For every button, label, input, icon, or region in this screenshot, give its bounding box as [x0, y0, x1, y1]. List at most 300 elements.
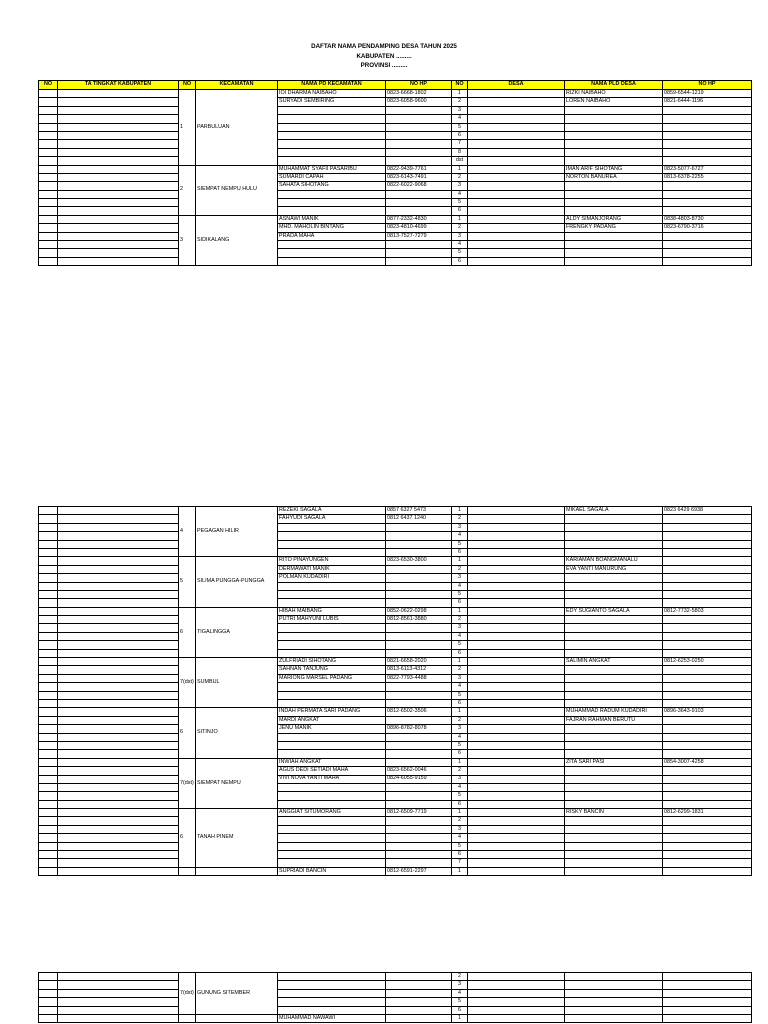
desa-name [468, 607, 565, 615]
desa-no: 3 [452, 624, 468, 632]
desa-name [468, 998, 565, 1006]
desa-name [468, 733, 565, 741]
pd-phone [386, 115, 452, 123]
pld-desa-name: NORTON BANUREA [565, 173, 663, 181]
desa-name [468, 115, 565, 123]
ta-name-cell [58, 90, 179, 98]
desa-no: 5 [452, 199, 468, 207]
ta-name-cell [58, 173, 179, 181]
desa-name [468, 817, 565, 825]
pd-phone [386, 590, 452, 598]
ta-no-cell [39, 973, 58, 981]
pd-kecamatan-name: RITO PINAYUNGEN [278, 557, 386, 565]
table-row [39, 157, 752, 165]
ta-name-cell [58, 624, 179, 632]
pld-desa-name [565, 515, 663, 523]
pd-kecamatan-name [278, 641, 386, 649]
desa-no: 3 [452, 182, 468, 190]
ta-name-cell [58, 867, 179, 875]
pd-kecamatan-name [278, 859, 386, 867]
ta-no-cell [39, 157, 58, 165]
ta-no-cell [39, 981, 58, 989]
desa-no: 7 [452, 140, 468, 148]
ta-no-cell [39, 683, 58, 691]
desa-name [468, 207, 565, 215]
ta-name-cell [58, 123, 179, 131]
pd-phone [386, 783, 452, 791]
pld-desa-name [565, 641, 663, 649]
pd-phone [386, 981, 452, 989]
desa-name [468, 775, 565, 783]
pld-phone [663, 775, 752, 783]
pld-phone [663, 632, 752, 640]
desa-no: 5 [452, 540, 468, 548]
pld-desa-name: EVA YANTI MANURUNG [565, 565, 663, 573]
pld-desa-name [565, 973, 663, 981]
desa-no: 1 [452, 90, 468, 98]
pd-kecamatan-name [278, 851, 386, 859]
table-row [39, 1014, 752, 1022]
ta-no-cell [39, 182, 58, 190]
table-row [39, 674, 752, 682]
ta-name-cell [58, 548, 179, 556]
table-row [39, 190, 752, 198]
kecamatan-no: 4 [179, 507, 196, 557]
pld-desa-name [565, 649, 663, 657]
pld-phone [663, 148, 752, 156]
pld-desa-name: RISKY BANCIN [565, 809, 663, 817]
pld-desa-name [565, 683, 663, 691]
pd-kecamatan-name [278, 131, 386, 139]
ta-no-cell [39, 590, 58, 598]
desa-no: 6 [452, 1006, 468, 1014]
ta-no-cell [39, 565, 58, 573]
desa-name [468, 641, 565, 649]
pd-kecamatan-name [278, 590, 386, 598]
ta-no-cell [39, 825, 58, 833]
pld-desa-name [565, 699, 663, 707]
ta-no-cell [39, 834, 58, 842]
ta-name-cell [58, 758, 179, 766]
pd-kecamatan-name: POLMAN KUDADIRI [278, 574, 386, 582]
pld-phone [663, 232, 752, 240]
desa-name [468, 716, 565, 724]
table-section-2 [38, 506, 752, 876]
table-row [39, 574, 752, 582]
pd-kecamatan-name: ANGGIAT SITUMORANG [278, 809, 386, 817]
ta-name-cell [58, 658, 179, 666]
table-section-1 [38, 80, 752, 266]
ta-no-cell [39, 1014, 58, 1022]
kecamatan-name: TANAH PINEM [196, 809, 278, 868]
pd-kecamatan-name: JENU MANIK [278, 725, 386, 733]
desa-name [468, 725, 565, 733]
pd-kecamatan-name: ASNAWI MANIK [278, 215, 386, 223]
ta-name-cell [58, 241, 179, 249]
ta-name-cell [58, 148, 179, 156]
pd-kecamatan-name [278, 825, 386, 833]
kecamatan-no [179, 867, 196, 875]
desa-no: 1 [452, 165, 468, 173]
pld-phone [663, 666, 752, 674]
pd-kecamatan-name [278, 817, 386, 825]
ta-name-cell [58, 190, 179, 198]
desa-name [468, 649, 565, 657]
pd-kecamatan-name [278, 624, 386, 632]
ta-no-cell [39, 515, 58, 523]
pld-desa-name: MUHAMMAD RADUM KUDADIRI [565, 708, 663, 716]
desa-name [468, 532, 565, 540]
table-row [39, 998, 752, 1006]
pld-desa-name [565, 190, 663, 198]
desa-no: 6 [452, 131, 468, 139]
desa-no: 1 [452, 758, 468, 766]
pd-phone [386, 241, 452, 249]
ta-name-cell [58, 834, 179, 842]
pd-kecamatan-name [278, 981, 386, 989]
pld-phone [663, 825, 752, 833]
pld-desa-name [565, 767, 663, 775]
ta-no-cell [39, 131, 58, 139]
pld-desa-name [565, 792, 663, 800]
desa-no: 3 [452, 574, 468, 582]
table-row [39, 616, 752, 624]
desa-name [468, 750, 565, 758]
pd-kecamatan-name: SAHATA SIHOTANG [278, 182, 386, 190]
pd-phone [386, 207, 452, 215]
pd-kecamatan-name: FAHYUDI SAGALA [278, 515, 386, 523]
kecamatan-name: SIEMPAT NEMPU HULU [196, 165, 278, 215]
pld-desa-name: ZITA SARI PASI [565, 758, 663, 766]
ta-name-cell [58, 783, 179, 791]
pd-phone [386, 792, 452, 800]
ta-no-cell [39, 123, 58, 131]
ta-no-cell [39, 532, 58, 540]
desa-name [468, 523, 565, 531]
pd-phone [386, 998, 452, 1006]
ta-no-cell [39, 750, 58, 758]
pld-desa-name: IMAN ARIF SIHOTANG [565, 165, 663, 173]
kecamatan-no [179, 1014, 196, 1022]
table-row [39, 199, 752, 207]
table-row [39, 515, 752, 523]
pld-desa-name [565, 741, 663, 749]
ta-no-cell [39, 817, 58, 825]
pd-kecamatan-name [278, 800, 386, 808]
desa-no: 1 [452, 809, 468, 817]
pld-desa-name [565, 249, 663, 257]
desa-no: 3 [452, 775, 468, 783]
pd-phone [386, 199, 452, 207]
pd-phone [386, 825, 452, 833]
table-row [39, 741, 752, 749]
pd-phone: 0822-7793-4488 [386, 674, 452, 682]
ta-name-cell [58, 767, 179, 775]
table-row [39, 148, 752, 156]
pld-desa-name [565, 232, 663, 240]
pld-phone [663, 851, 752, 859]
pd-phone [386, 624, 452, 632]
title-line-1: DAFTAR NAMA PENDAMPING DESA TAHUN 2025 [311, 43, 457, 50]
pld-phone [663, 557, 752, 565]
desa-name [468, 590, 565, 598]
table-row [39, 809, 752, 817]
ta-name-cell [58, 557, 179, 565]
pd-phone [386, 973, 452, 981]
pld-phone [663, 859, 752, 867]
ta-name-cell [58, 98, 179, 106]
ta-no-cell [39, 257, 58, 265]
pld-phone [663, 683, 752, 691]
pd-phone [386, 834, 452, 842]
kecamatan-no: 6 [179, 809, 196, 868]
ta-name-cell [58, 842, 179, 850]
desa-name [468, 616, 565, 624]
pd-kecamatan-name: REZEKI SAGALA [278, 507, 386, 515]
pld-phone: 0813-6378-2255 [663, 173, 752, 181]
ta-name-cell [58, 809, 179, 817]
pld-phone [663, 574, 752, 582]
ta-name-cell [58, 199, 179, 207]
kecamatan-name: SIEMPAT NEMPU [196, 758, 278, 808]
pd-phone [386, 523, 452, 531]
table-row [39, 106, 752, 114]
pd-kecamatan-name: INDAH PERMATA SARI PADANG [278, 708, 386, 716]
pd-kecamatan-name: IOI DHARMA NAIBAHO [278, 90, 386, 98]
pd-phone [386, 691, 452, 699]
desa-name [468, 981, 565, 989]
desa-name [468, 1006, 565, 1014]
ta-no-cell [39, 792, 58, 800]
desa-no: 5 [452, 842, 468, 850]
table-row [39, 165, 752, 173]
ta-name-cell [58, 800, 179, 808]
pld-phone [663, 699, 752, 707]
header-cell: NO HP [663, 81, 752, 90]
table-row [39, 775, 752, 783]
pd-phone [386, 148, 452, 156]
pld-phone [663, 257, 752, 265]
ta-name-cell [58, 632, 179, 640]
desa-no: 5 [452, 998, 468, 1006]
table-row [39, 973, 752, 981]
ta-no-cell [39, 140, 58, 148]
desa-name [468, 173, 565, 181]
desa-no: 6 [452, 750, 468, 758]
pld-phone: 0812-6299-1831 [663, 809, 752, 817]
desa-name [468, 708, 565, 716]
ta-no-cell [39, 867, 58, 875]
pd-phone [386, 683, 452, 691]
ta-name-cell [58, 1006, 179, 1014]
pd-kecamatan-name [278, 649, 386, 657]
pld-phone [663, 1014, 752, 1022]
ta-name-cell [58, 716, 179, 724]
ta-no-cell [39, 507, 58, 515]
table-row [39, 733, 752, 741]
pld-phone [663, 716, 752, 724]
pld-desa-name [565, 599, 663, 607]
ta-name-cell [58, 851, 179, 859]
pld-desa-name [565, 783, 663, 791]
desa-name [468, 165, 565, 173]
pd-kecamatan-name: SUMARDI CAPAH [278, 173, 386, 181]
ta-no-cell [39, 624, 58, 632]
pd-phone: 0812 6437 1240 [386, 515, 452, 523]
pd-phone [386, 641, 452, 649]
pd-phone: 0852-0622-0298 [386, 607, 452, 615]
desa-name [468, 157, 565, 165]
kecamatan-no: 1 [179, 90, 196, 166]
pld-desa-name [565, 131, 663, 139]
desa-no: 3 [452, 825, 468, 833]
ta-no-cell [39, 232, 58, 240]
table-row [39, 989, 752, 997]
ta-name-cell [58, 733, 179, 741]
pld-phone: 0821-6444-1196 [663, 98, 752, 106]
pld-desa-name [565, 548, 663, 556]
desa-no: 2 [452, 224, 468, 232]
desa-no: 6 [452, 800, 468, 808]
ta-no-cell [39, 115, 58, 123]
ta-name-cell [58, 616, 179, 624]
ta-no-cell [39, 548, 58, 556]
pd-phone [386, 123, 452, 131]
pd-kecamatan-name: PRADA MAHA [278, 232, 386, 240]
desa-name [468, 557, 565, 565]
table-row [39, 792, 752, 800]
table-row [39, 548, 752, 556]
desa-name [468, 842, 565, 850]
ta-no-cell [39, 215, 58, 223]
pld-phone [663, 131, 752, 139]
pld-desa-name [565, 157, 663, 165]
pd-kecamatan-name [278, 123, 386, 131]
desa-name [468, 582, 565, 590]
desa-no: 3 [452, 232, 468, 240]
desa-no: 3 [452, 674, 468, 682]
pld-desa-name [565, 148, 663, 156]
ta-name-cell [58, 998, 179, 1006]
pld-desa-name [565, 842, 663, 850]
desa-no: 2 [452, 173, 468, 181]
ta-no-cell [39, 989, 58, 997]
pd-kecamatan-name [278, 792, 386, 800]
pd-phone [386, 989, 452, 997]
ta-name-cell [58, 859, 179, 867]
pld-desa-name [565, 616, 663, 624]
pld-phone [663, 989, 752, 997]
desa-name [468, 574, 565, 582]
pld-phone [663, 733, 752, 741]
pd-kecamatan-name [278, 973, 386, 981]
pld-phone [663, 783, 752, 791]
table-row [39, 867, 752, 875]
pld-phone: 0823-6790-3716 [663, 224, 752, 232]
table-row [39, 1006, 752, 1014]
pld-desa-name [565, 859, 663, 867]
ta-name-cell [58, 741, 179, 749]
pld-phone [663, 540, 752, 548]
table-section-3 [38, 972, 752, 1023]
desa-name [468, 767, 565, 775]
desa-no: 4 [452, 582, 468, 590]
pld-phone [663, 750, 752, 758]
pld-desa-name [565, 666, 663, 674]
pld-phone [663, 842, 752, 850]
pd-phone: 0822-6022-9068 [386, 182, 452, 190]
ta-no-cell [39, 148, 58, 156]
pld-phone [663, 106, 752, 114]
desa-name [468, 131, 565, 139]
desa-no: 2 [452, 565, 468, 573]
ta-no-cell [39, 733, 58, 741]
ta-name-cell [58, 523, 179, 531]
pld-phone: 0838-4803-8730 [663, 215, 752, 223]
ta-no-cell [39, 224, 58, 232]
table-row [39, 98, 752, 106]
ta-name-cell [58, 215, 179, 223]
desa-no: 5 [452, 691, 468, 699]
ta-no-cell [39, 674, 58, 682]
pd-phone [386, 582, 452, 590]
pd-phone [386, 649, 452, 657]
header-cell: DESA [468, 81, 565, 90]
pd-phone: 0823-6058-9600 [386, 98, 452, 106]
pd-phone [386, 548, 452, 556]
desa-name [468, 98, 565, 106]
ta-no-cell [39, 716, 58, 724]
desa-name [468, 658, 565, 666]
pld-desa-name [565, 624, 663, 632]
ta-name-cell [58, 666, 179, 674]
pd-kecamatan-name: HIBAH MAIBANG [278, 607, 386, 615]
ta-name-cell [58, 232, 179, 240]
kecamatan-no: 6 [179, 708, 196, 758]
kecamatan-name: SUMBUL [196, 658, 278, 708]
desa-no: 6 [452, 699, 468, 707]
desa-name [468, 973, 565, 981]
pld-phone [663, 599, 752, 607]
table-row [39, 683, 752, 691]
ta-name-cell [58, 641, 179, 649]
ta-no-cell [39, 649, 58, 657]
header-cell: NO [179, 81, 196, 90]
desa-no: 2 [452, 515, 468, 523]
ta-no-cell [39, 207, 58, 215]
title-line-3: PROVINSI ......... [360, 62, 408, 69]
desa-name [468, 257, 565, 265]
ta-no-cell [39, 632, 58, 640]
desa-no: 8 [452, 148, 468, 156]
desa-no: 4 [452, 834, 468, 842]
pld-desa-name [565, 257, 663, 265]
table-row [39, 540, 752, 548]
pd-phone: 0823-6143-7491 [386, 173, 452, 181]
kecamatan-name: SITINJO [196, 708, 278, 758]
pld-phone [663, 800, 752, 808]
pld-phone [663, 792, 752, 800]
pd-phone [386, 574, 452, 582]
ta-no-cell [39, 691, 58, 699]
desa-name [468, 809, 565, 817]
pld-desa-name [565, 775, 663, 783]
desa-name [468, 834, 565, 842]
desa-name [468, 106, 565, 114]
ta-name-cell [58, 607, 179, 615]
pd-phone [386, 157, 452, 165]
table-row [39, 834, 752, 842]
